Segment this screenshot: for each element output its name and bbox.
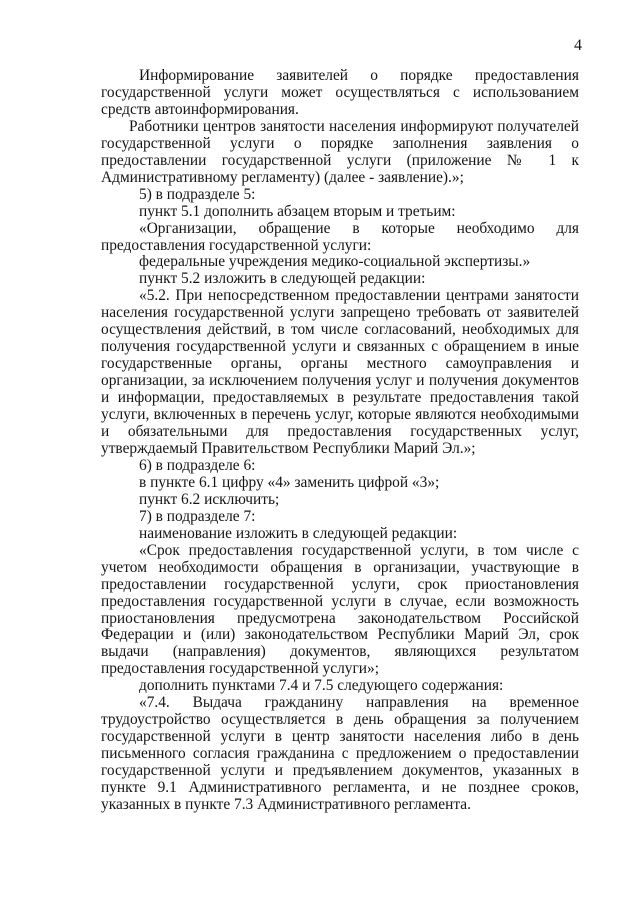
paragraph: «Срок предоставления государственной услуги, в том числе с учетом необходимости обращения в организации, участвующие в предоставлении государственной услуги, срок приостановления предоставления государственной услуги в случае, если возможность приостановления предусмотрена законодательством Российской Федерации и (или) законодательством Республики Марий Эл, срок выдачи (направления) документов, являющихся результатом предоставления государственной услуги»; xyxy=(101,541,579,678)
page-number: 4 xyxy=(574,37,582,54)
paragraph: 5) в подразделе 5: xyxy=(139,185,256,203)
paragraph: 7) в подразделе 7: xyxy=(139,507,256,525)
paragraph: пункт 5.2 изложить в следующей редакции: xyxy=(139,270,426,288)
paragraph: Информирование заявителей о порядке предоставления государственной услуги может осуществляться с использованием средств автоинформирования. xyxy=(101,67,579,118)
paragraph: 6) в подразделе 6: xyxy=(139,456,256,474)
paragraph: «Организации, обращение в которые необходимо для предоставления государственной услуги: xyxy=(101,219,579,254)
document-body xyxy=(101,68,579,814)
paragraph: пункт 5.1 дополнить абзацем вторым и третьим: xyxy=(139,202,456,220)
paragraph: наименование изложить в следующей редакции: xyxy=(139,524,458,542)
paragraph: в пункте 6.1 цифру «4» заменить цифрой «3»; xyxy=(139,473,440,491)
paragraph: «7.4. Выдача гражданину направления на временное трудоустройство осуществляется в день обращения за получением государственной услуги в центр занятости населения либо в день письменного согласия гражданина с предложением о предоставлении государственной услуги и предъявлением документов, указанных в пункте 9.1 Административного регламента, и не позднее сроков, указанных в пункте 7.3 Административного регламента. xyxy=(101,694,579,813)
paragraph: «5.2. При непосредственном предоставлении центрами занятости населения государственной услуги запрещено требовать от заявителей осуществления действий, в том числе согласований, необходимых для получения государственной услуги и связанных с обращением в иные государственные органы, органы местного самоуправления и организации, за исключением получения услуг и получения документов и информации, предоставляемых в результате предоставления такой услуги, включенных в перечень услуг, которые являются необходимыми и обязательными для предоставления государственных услуг, утверждаемый Правительством Республики Марий Эл.»; xyxy=(101,287,579,457)
paragraph: пункт 6.2 исключить; xyxy=(139,490,280,508)
paragraph: федеральные учреждения медико-социальной экспертизы.» xyxy=(139,253,531,271)
paragraph: Работники центров занятости населения информируют получателей государственной услуги о порядке заполнения заявления о предоставлении государственной услуги (приложение № 1 к Административному регламенту) (далее - заявление).»; xyxy=(101,117,579,186)
paragraph: дополнить пунктами 7.4 и 7.5 следующего содержания: xyxy=(139,677,504,695)
